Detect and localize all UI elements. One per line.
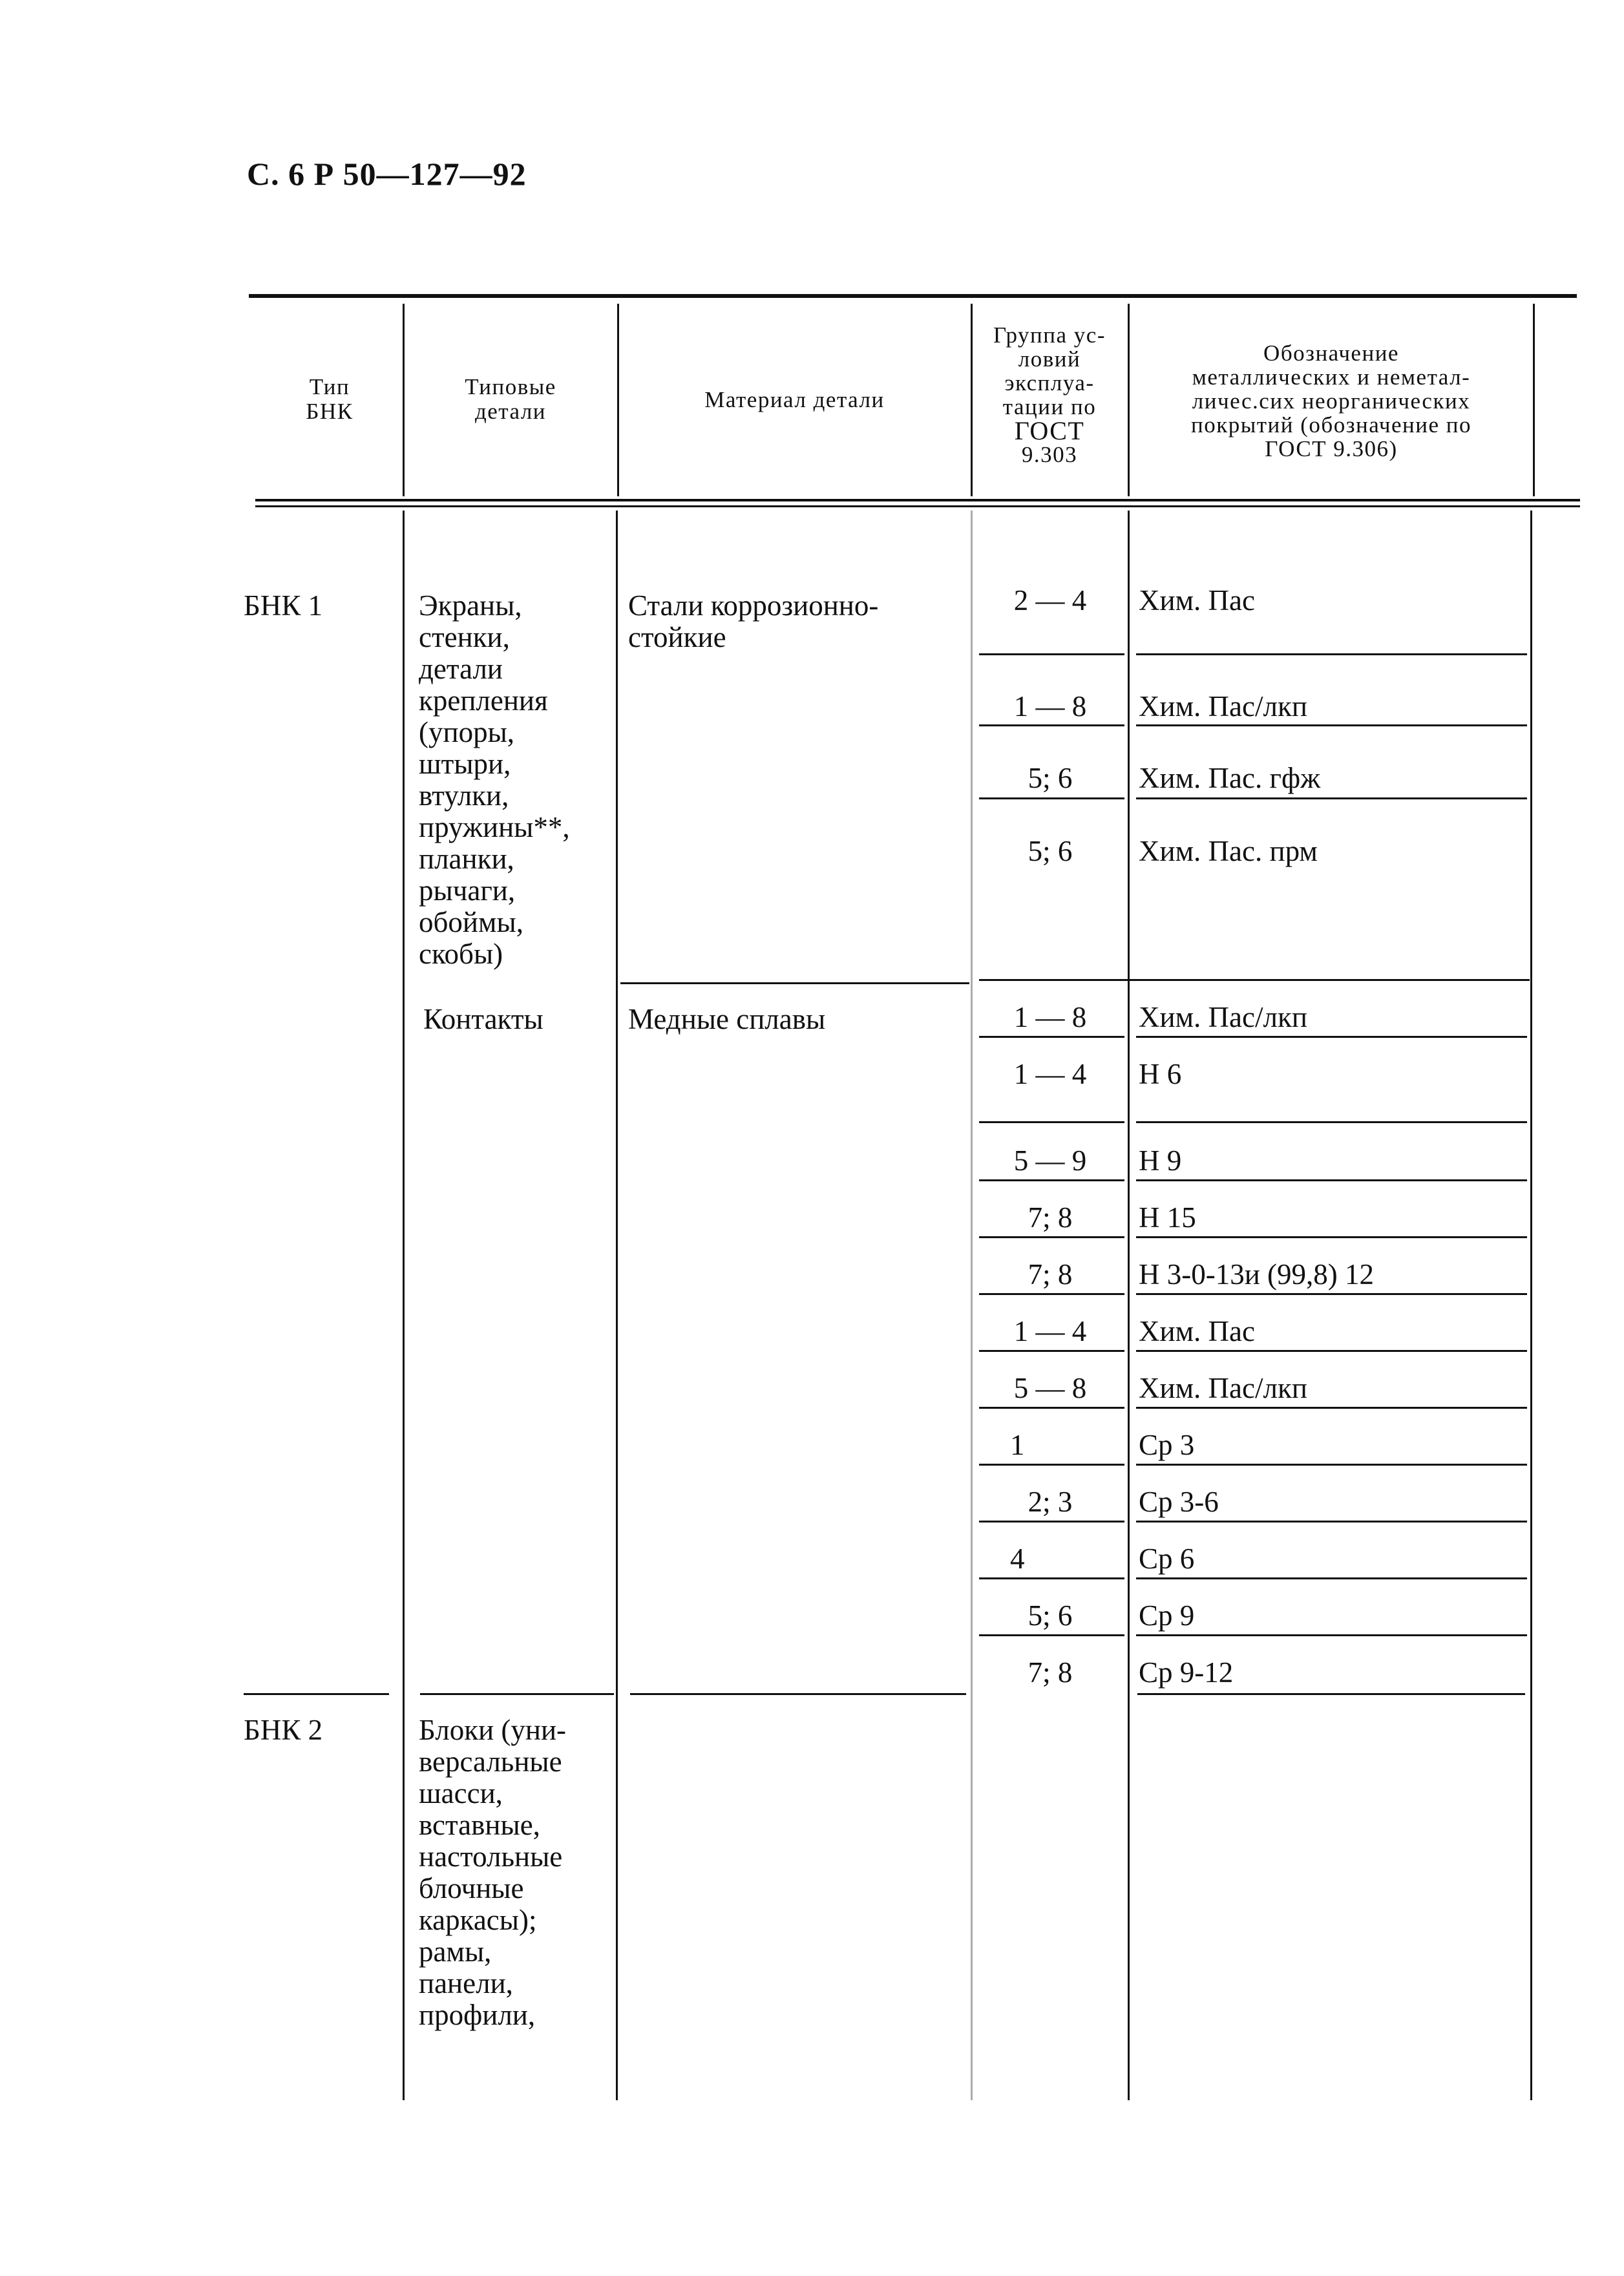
header-material-line: Материал детали: [704, 387, 885, 412]
parts-line: пружины**,: [419, 811, 570, 843]
row-divider: [420, 1693, 614, 1695]
header-group-line: 9.303: [1021, 442, 1078, 467]
row-underline: [1136, 1521, 1527, 1523]
group-value: 1 — 4: [1013, 1058, 1087, 1090]
parts-line: настольные: [419, 1840, 563, 1873]
coating-value: Ср 9: [1139, 1599, 1195, 1632]
material-steel: [628, 590, 878, 653]
coating-value: Хим. Пас: [1139, 584, 1255, 616]
coating-value: Хим. Пас/лкп: [1139, 1001, 1307, 1033]
parts-line: рамы,: [419, 1935, 492, 1968]
row-underline: [979, 797, 1124, 799]
group-value: 7; 8: [1028, 1258, 1073, 1291]
row-underline: [979, 1521, 1124, 1523]
parts-line: (упоры,: [419, 716, 515, 748]
col-divider: [971, 511, 973, 2100]
coating-value: Хим. Пас/лкп: [1139, 1372, 1307, 1404]
col-divider: [1533, 304, 1535, 496]
group-value: 5 — 9: [1013, 1144, 1087, 1177]
col-divider: [616, 511, 618, 2100]
coating-value: Ср 6: [1139, 1543, 1195, 1575]
parts-line: планки,: [419, 843, 514, 875]
bnk-type-label: БНК 1: [244, 589, 323, 622]
typical-parts-screens: [419, 590, 570, 970]
row-underline: [1136, 1121, 1527, 1123]
coating-value: Хим. Пас. гфж: [1139, 762, 1321, 794]
row-underline: [979, 724, 1124, 726]
row-divider: [620, 982, 969, 984]
header-divider-2: [255, 505, 1580, 507]
header-parts-line: Типовые: [465, 374, 556, 399]
coating-value: Хим. Пас: [1139, 1315, 1255, 1347]
header-group-line: ГОСТ: [1014, 416, 1085, 445]
header-coating-line: Обозначение: [1263, 341, 1399, 366]
col-divider: [1128, 511, 1130, 2100]
parts-line: втулки,: [419, 779, 509, 812]
col-divider: [403, 511, 405, 2100]
parts-line: скобы): [419, 938, 503, 970]
header-material: [622, 388, 967, 412]
coating-value: Н 3-0-13и (99,8) 12: [1139, 1258, 1375, 1291]
parts-line: Блоки (уни-: [419, 1714, 567, 1746]
header-parts-line: детали: [474, 399, 547, 424]
row-underline: [1136, 653, 1527, 655]
group-value: 1: [1010, 1429, 1025, 1461]
material-copper: Медные сплавы: [628, 1003, 826, 1035]
group-value: 2; 3: [1028, 1486, 1073, 1518]
group-value: 1 — 4: [1013, 1315, 1087, 1347]
header-type-line: БНК: [306, 399, 353, 424]
parts-line: каркасы);: [419, 1904, 537, 1936]
row-underline: [979, 653, 1124, 655]
parts-line: штыри,: [419, 748, 511, 780]
header-coating-line: личес.сих неорганических: [1192, 388, 1471, 414]
row-divider: [244, 1693, 389, 1695]
group-value: 1 — 8: [1013, 690, 1087, 722]
coating-value: Хим. Пас/лкп: [1139, 690, 1307, 722]
row-underline: [1136, 1634, 1527, 1636]
group-value: 4: [1010, 1543, 1025, 1575]
group-value: 7; 8: [1028, 1201, 1073, 1234]
group-value: 5; 6: [1028, 1599, 1073, 1632]
col-divider: [617, 304, 619, 496]
group-value: 5 — 8: [1013, 1372, 1087, 1404]
row-underline: [1136, 1407, 1527, 1409]
header-group-line: тации по: [1002, 394, 1097, 419]
header-type-line: Тип: [309, 374, 350, 399]
header-group-line: ловий: [1018, 346, 1081, 372]
group-value: 2 — 4: [1013, 584, 1087, 616]
coating-value: Ср 3: [1139, 1429, 1195, 1461]
row-underline: [1136, 1293, 1527, 1295]
coating-value: Ср 9-12: [1139, 1656, 1234, 1689]
header-parts: [407, 375, 614, 424]
header-group-line: эксплуа-: [1004, 370, 1095, 395]
parts-line: шасси,: [419, 1777, 503, 1809]
header-coating-line: покрытий (обозначение по: [1190, 412, 1472, 437]
parts-line: крепления: [419, 684, 548, 717]
row-underline: [979, 1350, 1124, 1352]
header-type: [262, 375, 397, 424]
row-underline: [1136, 1350, 1527, 1352]
parts-line: версальные: [419, 1745, 562, 1778]
row-underline: [979, 1236, 1124, 1238]
coating-value: Хим. Пас. прм: [1139, 835, 1318, 867]
coating-value: Н 6: [1139, 1058, 1182, 1090]
row-underline: [979, 1121, 1124, 1123]
header-divider-1: [255, 499, 1580, 501]
table-top-border: [249, 294, 1577, 298]
row-underline: [1136, 1577, 1527, 1579]
page-title: С. 6 Р 50—127—92: [247, 156, 527, 192]
col-divider: [1128, 304, 1130, 496]
row-underline: [1136, 797, 1527, 799]
header-coating: [1132, 341, 1530, 461]
parts-line: обоймы,: [419, 906, 523, 938]
coating-value: Н 9: [1139, 1144, 1182, 1177]
group-value: 5; 6: [1028, 835, 1073, 867]
row-underline: [979, 1293, 1124, 1295]
row-underline: [979, 1036, 1124, 1038]
row-divider: [1137, 1693, 1525, 1695]
col-divider: [403, 304, 405, 496]
row-underline: [979, 1179, 1124, 1181]
row-divider: [630, 1693, 966, 1695]
material-line: Стали коррозионно-: [628, 589, 879, 622]
parts-line: рычаги,: [419, 874, 516, 907]
coating-value: Н 15: [1139, 1201, 1196, 1234]
parts-line: профили,: [419, 1999, 536, 2031]
typical-parts-blocks: [419, 1714, 566, 2031]
row-underline: [979, 1634, 1124, 1636]
header-group-line: Группа ус-: [993, 322, 1106, 348]
group-value: 1 — 8: [1013, 1001, 1087, 1033]
typical-parts-contacts: Контакты: [423, 1003, 543, 1035]
coating-value: Ср 3-6: [1139, 1486, 1219, 1518]
parts-line: Экраны,: [419, 589, 522, 622]
row-underline: [1136, 1464, 1527, 1466]
row-underline: [1136, 1036, 1527, 1038]
bnk-type-label: БНК 2: [244, 1714, 323, 1746]
row-underline: [1136, 1179, 1527, 1181]
parts-line: стенки,: [419, 621, 510, 653]
parts-line: блочные: [419, 1872, 524, 1904]
row-underline: [979, 1577, 1124, 1579]
row-underline: [979, 1464, 1124, 1466]
col-divider: [1530, 511, 1532, 2100]
header-coating-line: металлических и неметал-: [1192, 364, 1471, 390]
material-line: стойкие: [628, 621, 726, 653]
parts-line: вставные,: [419, 1809, 540, 1841]
row-underline: [1136, 1236, 1527, 1238]
header-group: [973, 323, 1126, 467]
header-coating-line: ГОСТ 9.306): [1265, 436, 1398, 461]
row-divider: [979, 979, 1530, 981]
parts-line: панели,: [419, 1967, 513, 1999]
group-value: 7; 8: [1028, 1656, 1073, 1689]
row-underline: [1136, 724, 1527, 726]
row-underline: [979, 1407, 1124, 1409]
group-value: 5; 6: [1028, 762, 1073, 794]
parts-line: детали: [419, 653, 503, 685]
